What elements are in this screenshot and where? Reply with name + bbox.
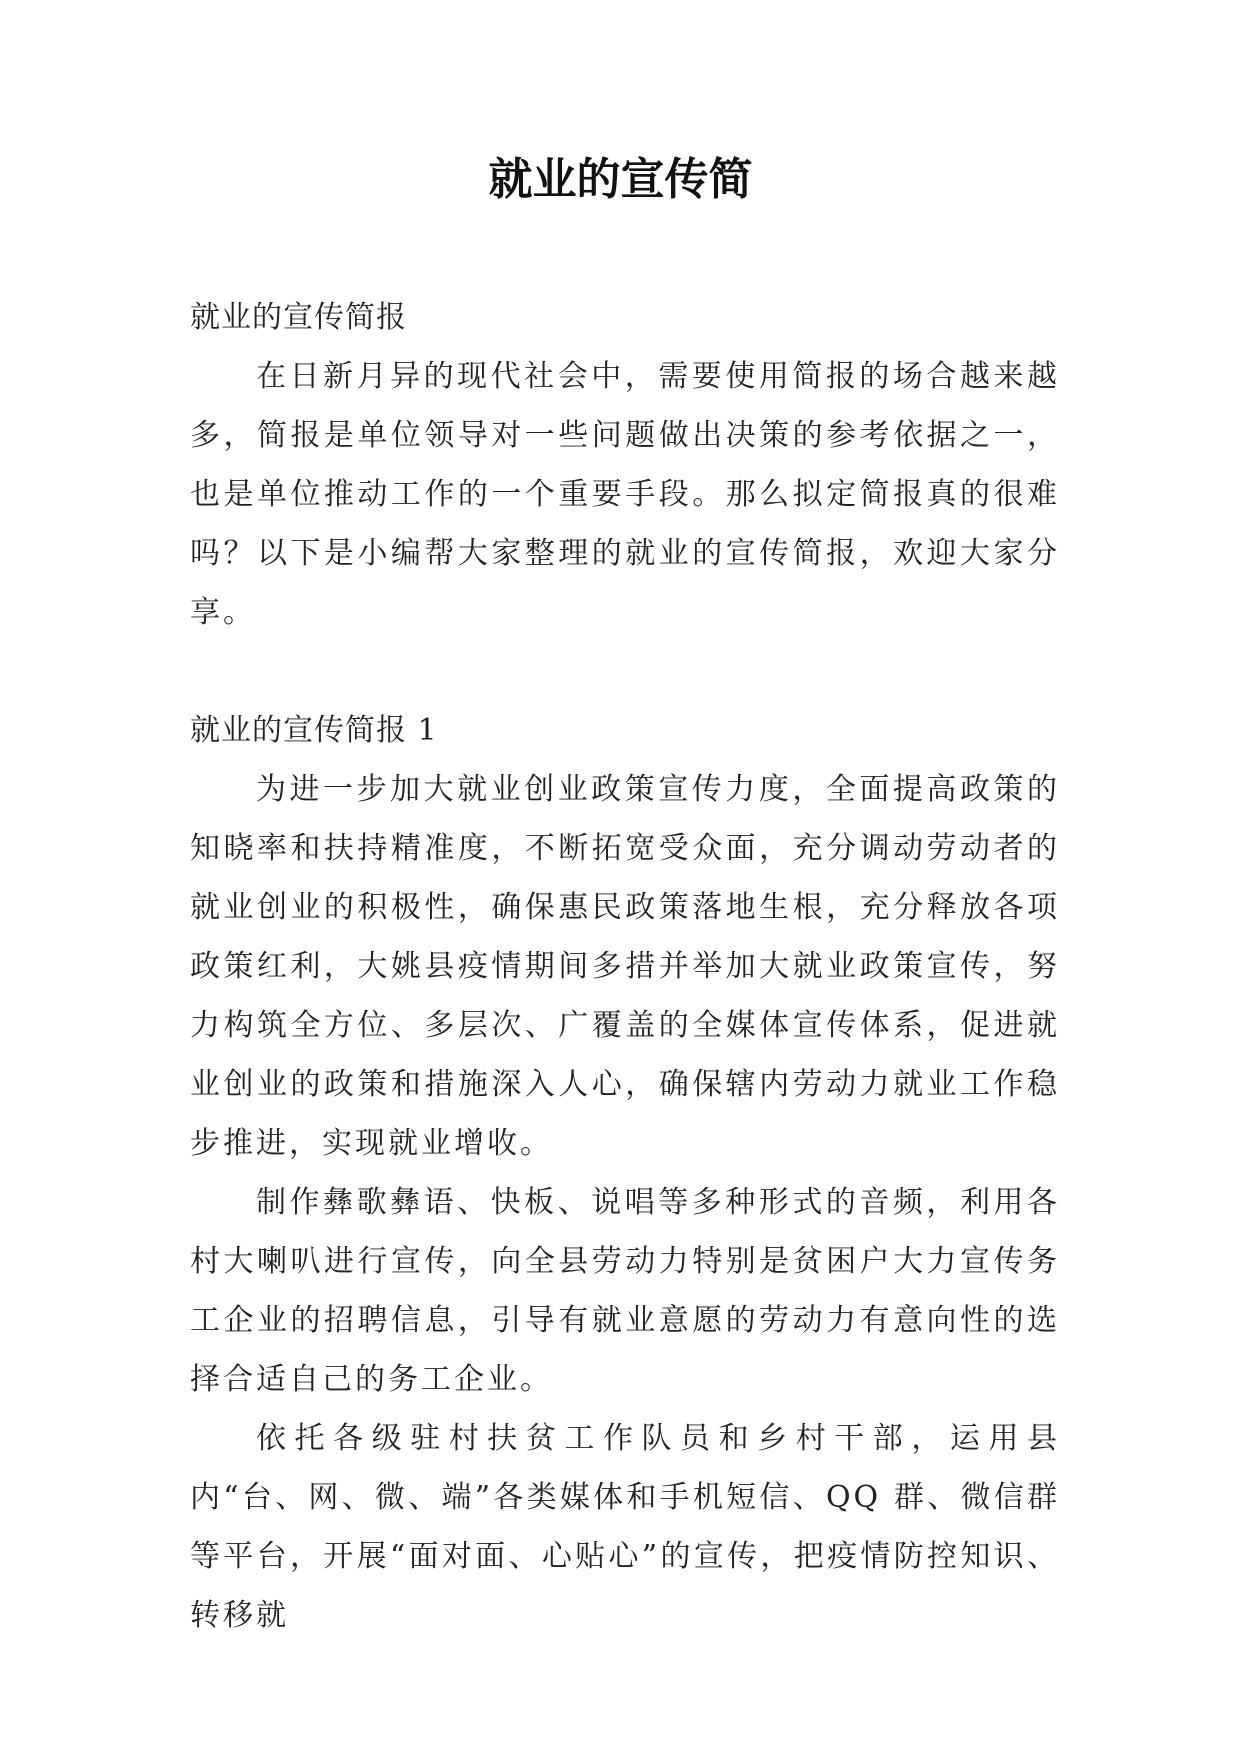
body-paragraph: 依托各级驻村扶贫工作队员和乡村干部，运用县内“台、网、微、端”各类媒体和手机短信、QQ 群、微信群等平台，开展“面对面、心贴心”的宣传，把疫情防控知识、转移就: [190, 1421, 1060, 1633]
document-body: [190, 288, 1060, 1645]
document-subtitle: 就业的宣传简报: [190, 300, 407, 335]
body-paragraph: 为进一步加大就业创业政策宣传力度，全面提高政策的知晓率和扶持精准度，不断拓宽受众面，充分调动劳动者的就业创业的积极性，确保惠民政策落地生根，充分释放各项政策红利，大姚县疫情期间多措并举加大就业政策宣传，努力构筑全方位、多层次、广覆盖的全媒体宣传体系，促进就业创业的政策和措施深入人心，确保辖内劳动力就业工作稳步推进，实现就业增收。: [190, 772, 1060, 1161]
section-spacer: [190, 642, 1060, 701]
document-title: 就业的宣传简: [488, 154, 753, 205]
intro-paragraph: 在日新月异的现代社会中，需要使用简报的场合越来越多，简报是单位领导对一些问题做出决策的参考依据之一，也是单位推动工作的一个重要手段。那么拟定简报真的很难吗？以下是小编帮大家整理的就业的宣传简报，欢迎大家分享。: [190, 359, 1060, 630]
body-paragraph: 制作彝歌彝语、快板、说唱等多种形式的音频，利用各村大喇叭进行宣传，向全县劳动力特别是贫困户大力宣传务工企业的招聘信息，引导有就业意愿的劳动力有意向性的选择合适自己的务工企业。: [190, 1185, 1060, 1397]
section-heading: 就业的宣传简报 1: [190, 713, 438, 748]
